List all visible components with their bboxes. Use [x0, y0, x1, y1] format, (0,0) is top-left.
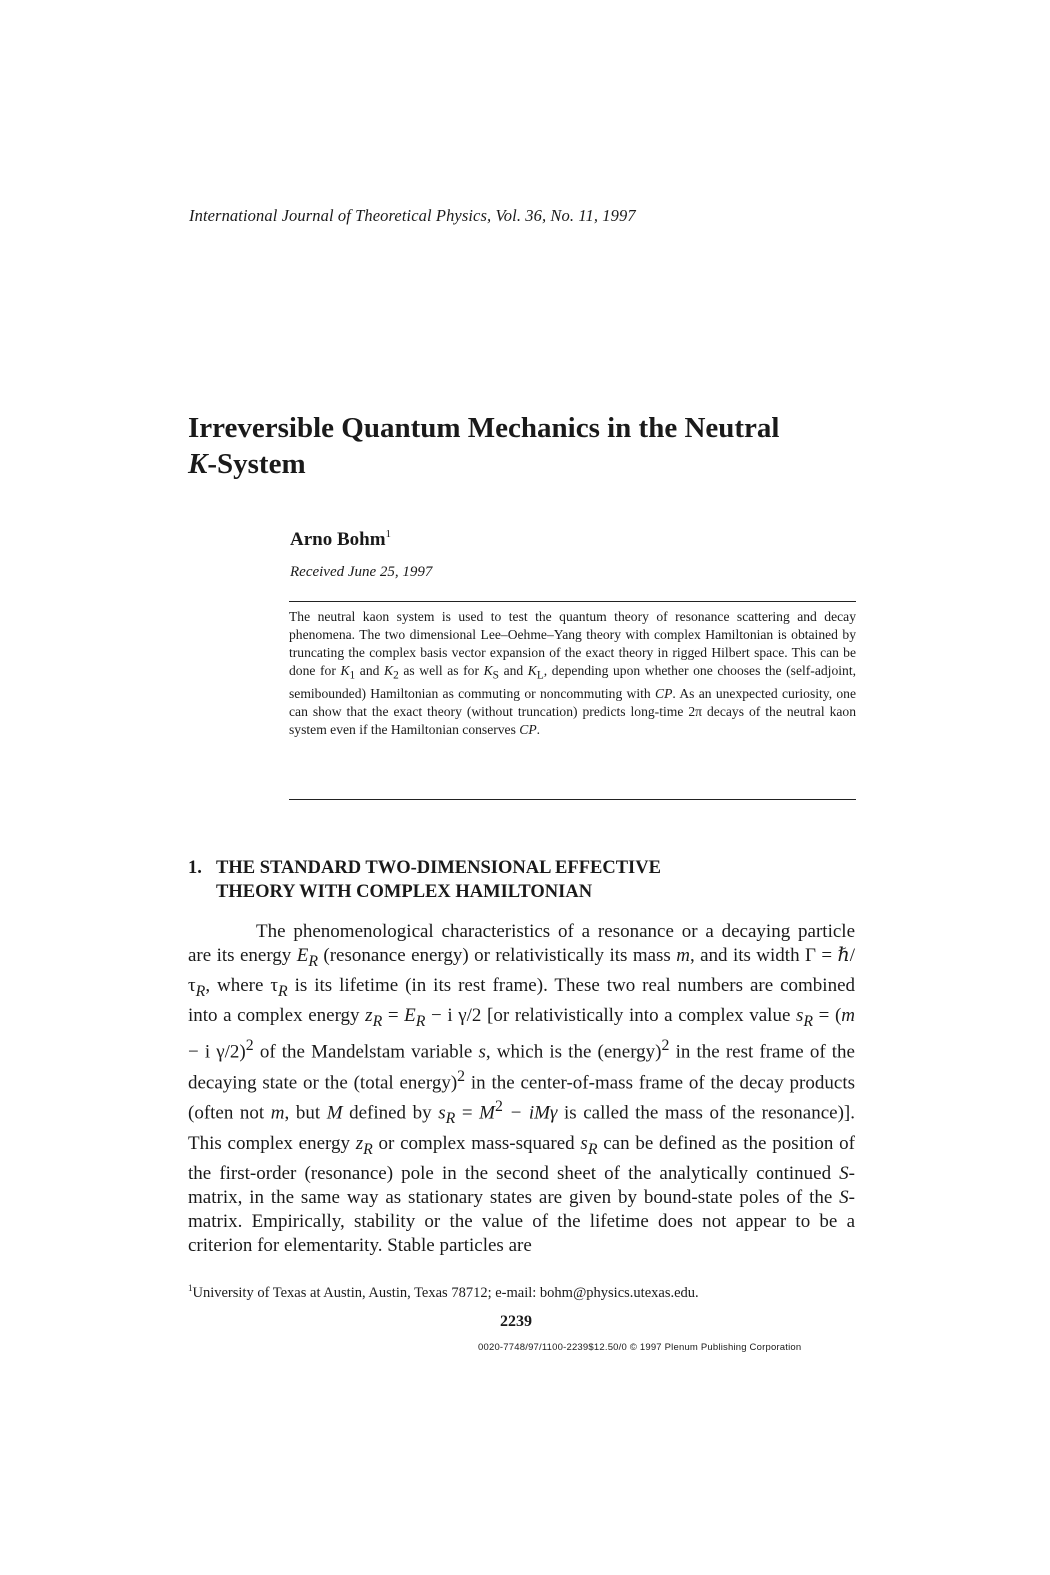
body-text: in the rest frame of the decaying state or the (total energy): [188, 1041, 855, 1094]
section-title-line-2: THEORY WITH COMPLEX HAMILTONIAN: [216, 882, 593, 902]
body-text: of the Mandelstam variable: [253, 1041, 479, 1063]
received-date: Received June 25, 1997: [290, 564, 433, 580]
math-var: s: [580, 1132, 588, 1154]
abstract-text: , depending upon whether one chooses the (self-adjoint, semibounded) Hamiltonian as commuting or noncommuting with: [289, 663, 856, 702]
abstract-sub: 1: [349, 670, 356, 682]
math-var: m: [676, 945, 690, 967]
math-var: s: [438, 1102, 446, 1124]
math-sub: R: [195, 983, 206, 1000]
footnote-text: University of Texas at Austin, Austin, Texas 78712; e-mail: bohm@physics.utexas.edu.: [192, 1285, 699, 1301]
math-op: − iMγ: [502, 1102, 558, 1124]
body-text: , and its width Γ = ℏ/τ: [188, 945, 855, 997]
math-sup: 2: [661, 1037, 670, 1055]
abstract-bottom-rule: [289, 799, 856, 800]
title-line-1: Irreversible Quantum Mechanics in the Neutral: [188, 412, 780, 444]
body-text: , which is the (energy): [485, 1041, 662, 1063]
section-title-line-1: THE STANDARD TWO-DIMENSIONAL EFFECTIVE: [216, 858, 661, 878]
math-op: = (: [813, 1005, 842, 1027]
math-sup: 2: [245, 1037, 254, 1055]
math-var: S: [839, 1162, 849, 1184]
body-paragraph: [188, 920, 855, 1258]
body-text: can be defined as the position of the first-order (resonance) pole in the second sheet of the analytically continued: [188, 1132, 855, 1184]
abstract-cp: CP: [655, 686, 673, 702]
math-var: E: [404, 1005, 416, 1027]
math-sup: 2: [494, 1098, 503, 1116]
math-sub: R: [308, 953, 318, 970]
body-text: The phenomenological characteristics of a resonance or a decaying particle are its energy: [188, 921, 855, 967]
abstract-sub: S: [492, 670, 499, 682]
math-var: E: [296, 945, 309, 967]
section-heading: [188, 856, 868, 904]
body-text: is called the mass of the resonance)]. This complex energy: [188, 1102, 856, 1154]
body-text: [or relativistically into a complex value: [481, 1005, 796, 1027]
math-var: m: [270, 1102, 285, 1124]
body-text: in the center-of-mass frame of the decay products (often not: [188, 1072, 855, 1124]
body-text: (resonance energy) or relativistically its mass: [317, 945, 677, 967]
page-number: 2239: [500, 1313, 532, 1330]
body-text: -matrix. Empirically, stability or the value of the lifetime does not appear to be a criterion for elementarity. Stable particles are: [188, 1186, 855, 1257]
math-sub: R: [278, 983, 288, 1000]
author-name: Arno Bohm: [290, 529, 386, 550]
math-var: z: [355, 1132, 364, 1154]
abstract-text: and: [498, 663, 528, 679]
abstract-text: The neutral kaon system is used to test the quantum theory of resonance scattering and decay phenomena. The two dimensional Lee–Oehme–Yang theory with complex Hamiltonian is obtained by truncating the complex basis vector expansion of the exact theory in rigged Hilbert space. This can be done for: [289, 609, 856, 679]
math-var: m: [841, 1005, 856, 1027]
math-sup: 2: [457, 1067, 466, 1085]
copyright-line: 0020-7748/97/1100-2239$12.50/0 © 1997 Plenum Publishing Corporation: [478, 1342, 802, 1353]
math-op: =: [382, 1005, 405, 1027]
author: [290, 528, 391, 551]
body-text: , but: [284, 1102, 327, 1124]
abstract-sub: L: [536, 670, 544, 682]
math-op: − i γ/2): [188, 1041, 246, 1063]
math-sub: R: [363, 1140, 373, 1158]
body-text: , where τ: [205, 975, 278, 997]
math-var: M: [326, 1102, 343, 1124]
math-op: − i γ/2: [425, 1005, 482, 1027]
abstract-k: K: [527, 663, 537, 679]
math-var: s: [478, 1041, 486, 1063]
math-sub: R: [587, 1140, 598, 1158]
author-footnote-mark: 1: [385, 528, 392, 540]
math-var: z: [365, 1005, 373, 1027]
body-text: is its lifetime (in its rest frame). These two real numbers are combined into a complex energy: [188, 975, 855, 1027]
math-sub: R: [415, 1013, 426, 1030]
journal-header: International Journal of Theoretical Physics, Vol. 36, No. 11, 1997: [189, 206, 636, 225]
abstract-k: K: [340, 663, 350, 679]
math-sub: R: [803, 1013, 814, 1030]
abstract-k: K: [483, 663, 493, 679]
math-sub: R: [445, 1110, 456, 1128]
abstract-k: K: [384, 663, 394, 679]
abstract-cp: CP: [519, 722, 537, 738]
body-text: or complex mass-squared: [372, 1132, 581, 1154]
abstract-top-rule: [289, 601, 856, 602]
footnote-mark: 1: [188, 1283, 193, 1293]
math-op: =: [455, 1102, 480, 1124]
abstract-text: .: [536, 722, 541, 738]
title-line-2: -System: [207, 448, 306, 480]
abstract-text: and: [355, 663, 385, 679]
footnote: [188, 1283, 868, 1302]
section-number: 1.: [188, 858, 202, 878]
abstract-text: . As an unexpected curiosity, one can show that the exact theory (without truncation) predicts long-time 2π decays of the neutral kaon system even if the Hamiltonian conserves: [289, 686, 857, 738]
math-var: S: [839, 1186, 849, 1208]
abstract-text: as well as for: [398, 663, 484, 679]
title-k-symbol: K: [188, 448, 208, 480]
body-text: defined by: [342, 1102, 439, 1124]
paper-title: [188, 410, 888, 482]
math-sub: R: [372, 1013, 383, 1030]
math-var: s: [795, 1005, 804, 1027]
math-var: M: [479, 1102, 495, 1124]
body-text: -matrix, in the same way as stationary states are given by bound-state poles of the: [188, 1162, 855, 1208]
abstract-sub: 2: [393, 670, 399, 682]
abstract: [289, 608, 856, 739]
